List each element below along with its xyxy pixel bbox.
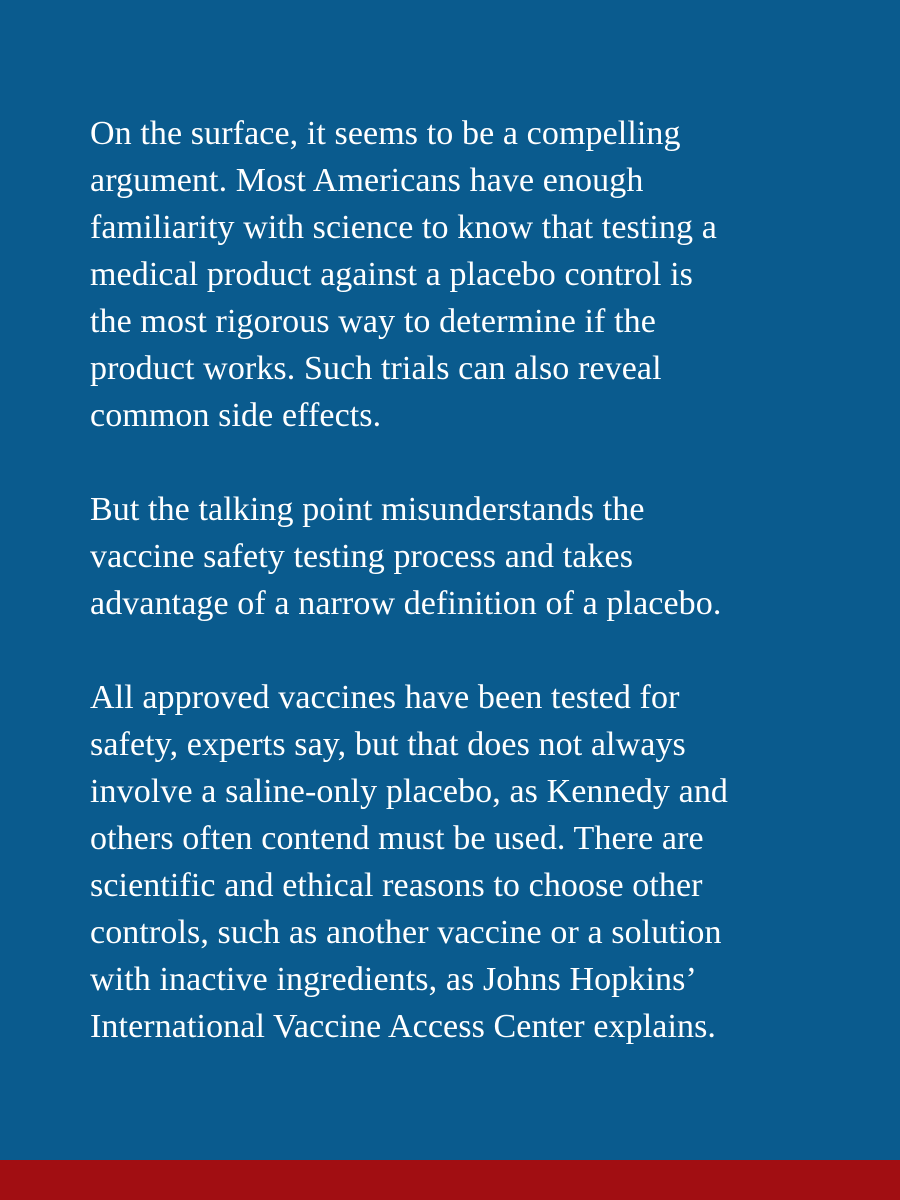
- text-line: familiarity with science to know that testing a: [90, 209, 717, 246]
- paragraph-3: [90, 674, 810, 1050]
- text-line: safety, experts say, but that does not always: [90, 726, 686, 763]
- text-line: others often contend must be used. There are: [90, 820, 704, 857]
- article-excerpt: [90, 110, 810, 1050]
- text-line: common side effects.: [90, 397, 382, 434]
- text-line: product works. Such trials can also reveal: [90, 350, 662, 387]
- bottom-accent-bar: [0, 1160, 900, 1200]
- text-line: controls, such as another vaccine or a solution: [90, 914, 722, 951]
- text-line: advantage of a narrow definition of a placebo.: [90, 585, 722, 622]
- text-line: involve a saline-only placebo, as Kennedy and: [90, 773, 729, 810]
- paragraph-2: [90, 486, 810, 627]
- text-line: But the talking point misunderstands the: [90, 491, 645, 528]
- text-line: medical product against a placebo control is: [90, 256, 693, 293]
- text-line: scientific and ethical reasons to choose other: [90, 867, 703, 904]
- text-line: the most rigorous way to determine if the: [90, 303, 656, 340]
- text-line: On the surface, it seems to be a compelling: [90, 115, 681, 152]
- text-line: International Vaccine Access Center explains.: [90, 1008, 717, 1045]
- text-line: with inactive ingredients, as Johns Hopkins’: [90, 961, 697, 998]
- text-line: All approved vaccines have been tested for: [90, 679, 680, 716]
- text-line: vaccine safety testing process and takes: [90, 538, 634, 575]
- paragraph-1: [90, 110, 810, 439]
- text-line: argument. Most Americans have enough: [90, 162, 644, 199]
